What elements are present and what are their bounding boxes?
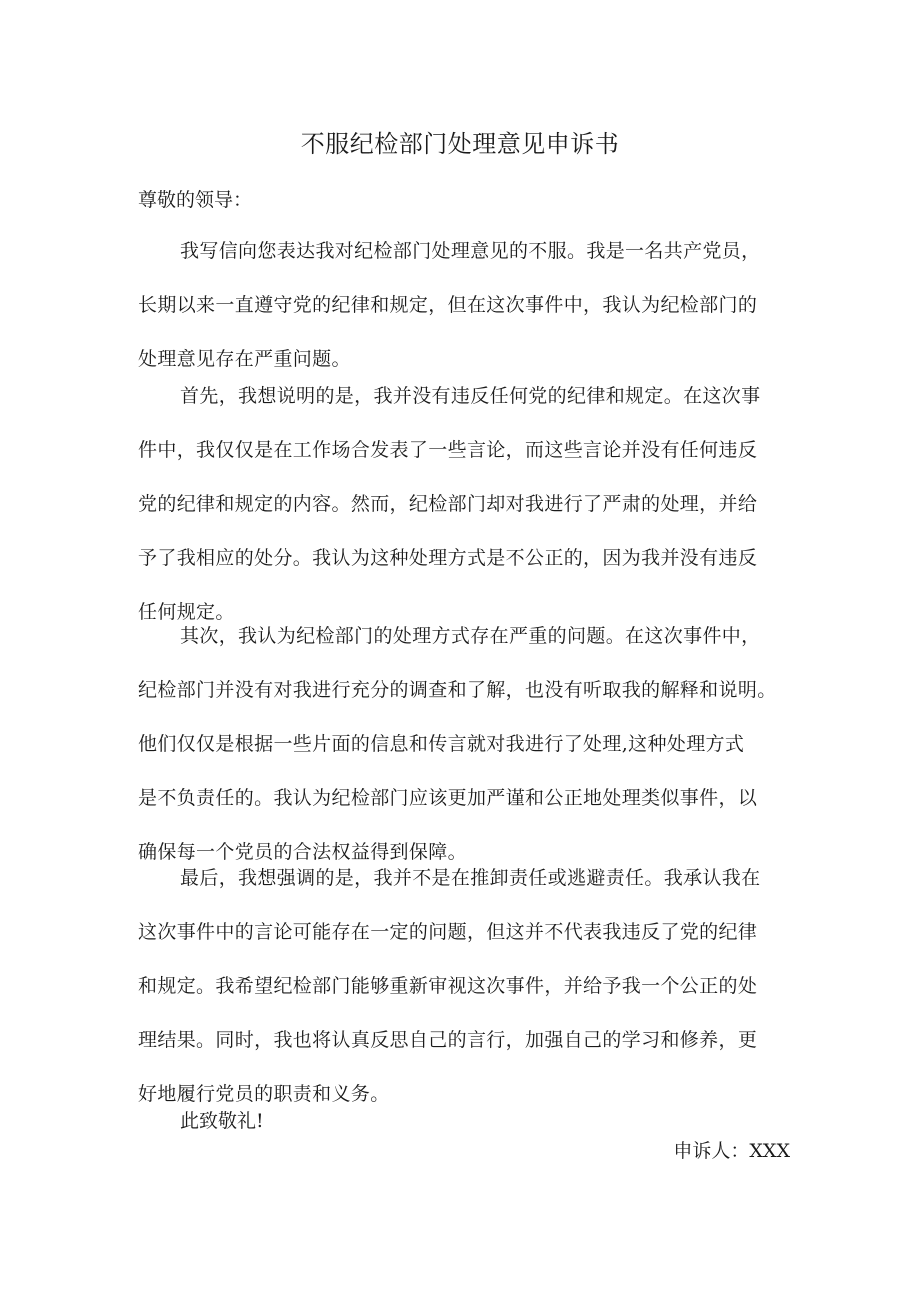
paragraph-line: 处理意见存在严重问题。 (138, 348, 351, 370)
paragraph-line: 长期以来一直遵守党的纪律和规定，但在这次事件中，我认为纪检部门的 (138, 294, 758, 316)
paragraph-line: 予了我相应的处分。我认为这种处理方式是不公正的，因为我并没有违反 (138, 547, 758, 569)
paragraph-line: 确保每一个党员的合法权益得到保障。 (138, 841, 467, 863)
paragraph-line: 首先，我想说明的是，我并没有违反任何党的纪律和规定。在这次事 (180, 385, 761, 407)
paragraph-line: 最后，我想强调的是，我并不是在推卸责任或逃避责任。我承认我在 (180, 867, 761, 889)
paragraph-line: 他们仅仅是根据一些片面的信息和传言就对我进行了处理,这种处理方式 (138, 733, 745, 755)
paragraph-4 (138, 863, 798, 1133)
paragraph-line: 这次事件中的言论可能存在一定的问题，但这并不代表我违反了党的纪律 (138, 921, 758, 943)
paragraph-1 (138, 236, 798, 398)
closing-line: 此致敬礼! (180, 1110, 264, 1132)
paragraph-line: 好地履行党员的职责和义务。 (138, 1083, 390, 1105)
paragraph-3 (138, 621, 798, 891)
paragraph-line: 党的纪律和规定的内容。然而，纪检部门却对我进行了严肃的处理，并给 (138, 493, 758, 515)
paragraph-line: 是不负责任的。我认为纪检部门应该更加严谨和公正地处理类似事件，以 (138, 787, 758, 809)
paragraph-line: 我写信向您表达我对纪检部门处理意见的不服。我是一名共产党员， (180, 240, 761, 262)
paragraph-line: 纪检部门并没有对我进行充分的调查和了解，也没有听取我的解释和说明。 (138, 679, 777, 701)
document-title: 不服纪检部门处理意见申诉书 (300, 130, 620, 158)
paragraph-line: 理结果。同时，我也将认真反思自己的言行，加强自己的学习和修养，更 (138, 1029, 758, 1051)
salutation: 尊敬的领导： (138, 189, 253, 211)
paragraph-line: 和规定。我希望纪检部门能够重新审视这次事件，并给予我一个公正的处 (138, 975, 758, 997)
paragraph-line: 任何规定。 (138, 601, 235, 623)
paragraph-line: 件中，我仅仅是在工作场合发表了一些言论，而这些言论并没有任何违反 (138, 439, 758, 461)
paragraph-line: 其次，我认为纪检部门的处理方式存在严重的问题。在这次事件中， (180, 625, 761, 647)
paragraph-2 (138, 381, 798, 651)
signature-line: 申诉人：XXX (673, 1140, 790, 1162)
